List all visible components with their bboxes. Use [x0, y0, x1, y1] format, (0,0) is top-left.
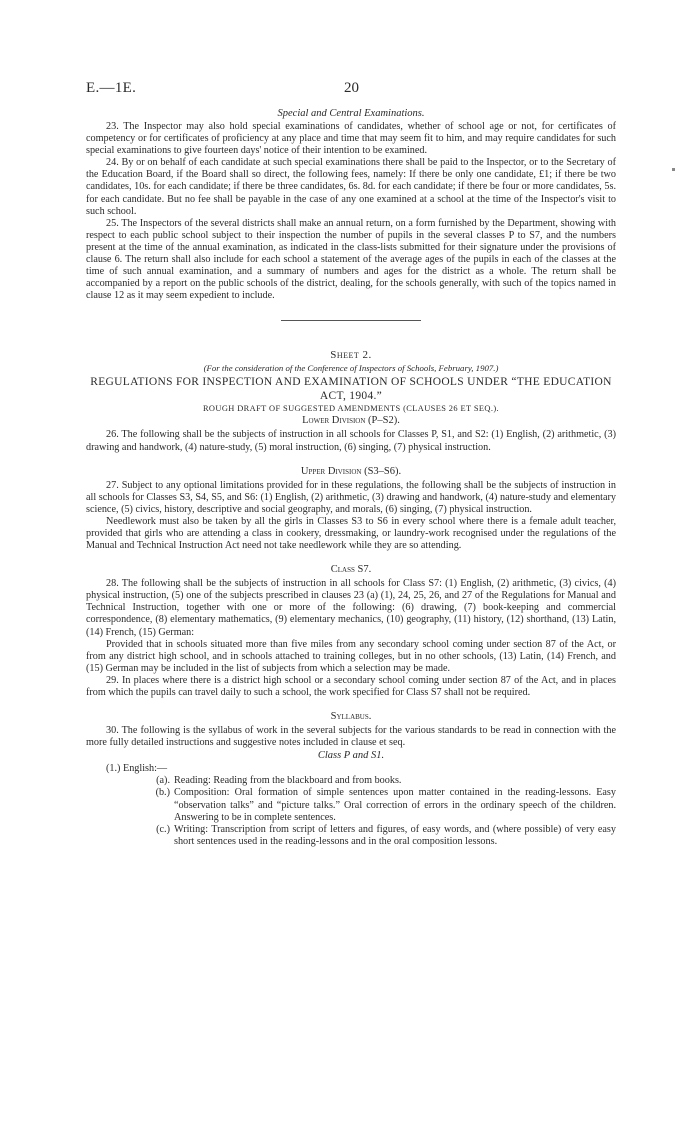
english-items — [86, 775, 616, 848]
item-text: Composition: Oral formation of simple sentences upon matter contained in the reading-lessons. Easy “observation talks” and “picture talks.” Oral correction of errors in the ordinary speech of the children. Answering to be in complete sentences. — [174, 787, 616, 823]
class-s7-heading: Class S7. — [330, 564, 372, 576]
clause-27: 27. Subject to any optional limitations provided for in these regulations, the following shall be the subjects of instruction in all schools for Classes S3, S4, S5, and S6: (1) English, (2) arithmetic, (3) drawing and handwork, (4) nature-study and elementary science, (5) civics, history, descriptive and social geography, and morals, (6) singing, (7) physical instruction. — [86, 479, 616, 515]
clause-24: 24. By or on behalf of each candidate at such special examinations there shall be paid to the Inspector, or to the Secretary of the Education Board, if the Board shall so direct, the following fees, namely: If there be only one candidate, £1; if there be two candidates, 10s. for each candidate; if there be three candidates, 6s. 8d. for each candidate; if there be four or more candidates, 5s. for each candidate. But no fee shall be payable in the case of any one examined at a school at the time of the Inspector's visit to such school. — [86, 157, 616, 217]
syllabus-heading: Syllabus. — [330, 711, 372, 723]
lower-division-heading: Lower Division (P–S2). — [302, 415, 400, 427]
page-header — [86, 80, 616, 100]
item-label: (b.) — [155, 787, 170, 799]
class-p-s1-heading: Class P and S1. — [317, 750, 385, 762]
page-number: 20 — [344, 80, 359, 96]
upper-division-heading: Upper Division (S3–S6). — [300, 465, 402, 477]
needlework-paragraph: Needlework must also be taken by all the girls in Classes S3 to S6 in every school where there is a female adult teacher, provided that girls who are attending a class in cookery, dressmaking, or laundry-work recognised under the regulations of the Manual and Technical Instruction Act need not take needlework while they are so attending. — [86, 515, 616, 552]
clause-26: 26. The following shall be the subjects of instruction in all schools for Classes P, S1, and S2: (1) English, (2) arithmetic, (3) drawing and handwork, (4) nature-study, (5) moral instruction, (6) singing, (7) physical instruction. — [86, 429, 616, 453]
list-item — [142, 824, 616, 848]
clause-30: 30. The following is the syllabus of work in the several subjects for the various standards to be read in connection with the more fully detailed instructions and suggestive notes included in clause et seq. — [86, 725, 616, 749]
item-label: (a). — [156, 775, 170, 787]
proviso-paragraph: Provided that in schools situated more than five miles from any secondary school coming under section 87 of the Act, or from any district high school, and in schools attached to training colleges, but in no other schools, (13) Latin, (14) French, and (15) German may be included in the list of subjects from which a selection may be made. — [86, 638, 616, 674]
clause-29: 29. In places where there is a district high school or a secondary school coming under section 87 of the Act, and in places from which the pupils can travel daily to such a school, the work specified for Class S7 shall not be required. — [86, 674, 616, 698]
item-label: (c.) — [156, 823, 170, 835]
regulations-title: REGULATIONS FOR INSPECTION AND EXAMINATION OF SCHOOLS UNDER “THE EDUCATION ACT, 1904.” — [90, 376, 612, 403]
document-body — [86, 108, 616, 848]
list-item — [142, 787, 616, 823]
series-code: E.—1E. — [86, 80, 137, 96]
clause-25: 25. The Inspectors of the several districts shall make an annual return, on a form furnished by the Department, showing with respect to each public school subject to their inspection the number of pupils in the several classes P to S7, and the numbers present at the time of the annual examination, as indicated in the class-lists submitted for their signature under the provisions of clause 6. The return shall also include for each school a statement of the average ages of the pupils in each of the classes at the time of such annual examination, and a summary of numbers and ages for the district as a whole. The return shall be accompanied by a report on the public schools of the district, dealing, for the schools generally, with such of the topics named in clause 12 as it may seem expedient to include. — [86, 217, 616, 302]
clause-23: 23. The Inspector may also hold special examinations of candidates, whether of school age or not, for certificates of competency or for certificates of proficiency at any place and time that may seem fit to him, and may require candidates for such special examinations to give fourteen days' notice of their intention to be examined. — [86, 121, 616, 157]
list-item — [142, 775, 616, 787]
clause-28: 28. The following shall be the subjects of instruction in all schools for Class S7: (1) English, (2) arithmetic, (3) civics, (4) physical instruction, (5) one of the subjects prescribed in clauses 23 (a) (1), 24, 25, 26, and 27 of the Regulations for Manual and Technical Instruction, together with one or more of the following: (6) drawing, (7) book-keeping and commercial correspondence, (8) elementary mathematics, (9) elementary mechanics, (10) geography, (11) history, (12) shorthand, (13) Latin, (14) French, (15) German: — [86, 578, 616, 638]
english-label: (1.) English:— — [106, 763, 168, 775]
consideration-note: (For the consideration of the Conference of Inspectors of Schools, February, 1907.) — [203, 363, 499, 374]
margin-mark — [672, 168, 675, 171]
item-text: Writing: Transcription from script of letters and figures, of easy words, and (where possible) of very easy short sentences used in the reading-lessons and in the oral composition lessons. — [174, 823, 616, 847]
section-divider — [281, 320, 421, 321]
item-text: Reading: Reading from the blackboard and from books. — [174, 775, 402, 787]
section-heading-special: Special and Central Examinations. — [277, 108, 425, 119]
sheet-label: Sheet 2. — [330, 349, 372, 362]
rough-draft-subtitle: ROUGH DRAFT OF SUGGESTED AMENDMENTS (CLAUSES 26 ET SEQ.). — [202, 404, 500, 414]
